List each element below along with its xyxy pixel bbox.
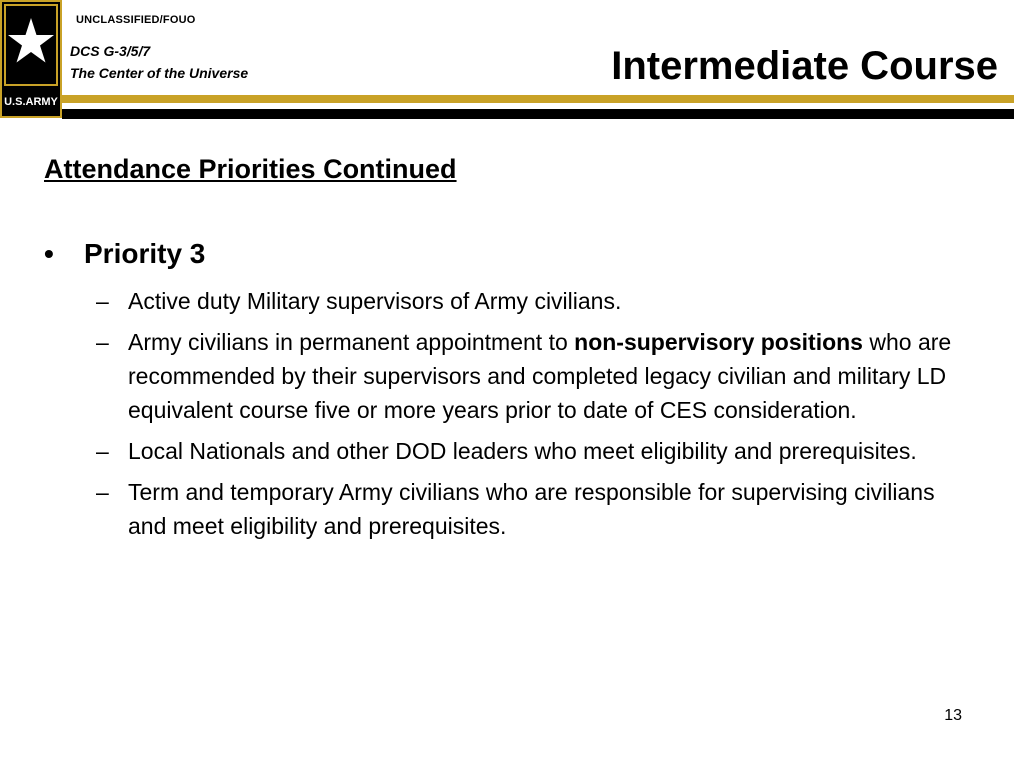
bullet-icon: •: [44, 238, 54, 269]
list-item: [96, 475, 976, 543]
logo-wordmark: U.S.ARMY: [4, 96, 58, 108]
classification-label: UNCLASSIFIED/FOUO: [76, 14, 196, 26]
list-item-text: Term and temporary Army civilians who are responsible for supervising civilians and meet eligibility and prerequisites.: [128, 479, 935, 539]
list-item-text: Active duty Military supervisors of Army civilians.: [128, 288, 622, 314]
header-black-bar: [62, 109, 1014, 119]
org-line-1: DCS G-3/5/7: [70, 43, 151, 59]
page-number: 13: [944, 707, 962, 724]
dash-icon: –: [96, 479, 109, 505]
priority-label: Priority 3: [84, 238, 206, 269]
dash-icon: –: [96, 329, 109, 355]
list-item-text-post: who are recommended by their supervisors and completed legacy civilian and military LD equivalent course five or more years prior to date of CES consideration.: [128, 329, 952, 423]
list-item: [96, 434, 976, 468]
list-item-text-bold: non-supervisory positions: [574, 329, 863, 355]
us-army-logo: [0, 0, 62, 118]
list-item: [96, 325, 976, 427]
list-item-text-pre: Army civilians in permanent appointment to: [128, 329, 575, 355]
org-line-2: The Center of the Universe: [70, 65, 249, 81]
slide-title: Intermediate Course: [611, 44, 998, 88]
dash-icon: –: [96, 438, 109, 464]
section-heading: Attendance Priorities Continued: [44, 154, 457, 184]
header-gold-bar: [62, 95, 1014, 103]
list-item-text: Local Nationals and other DOD leaders who meet eligibility and prerequisites.: [128, 438, 917, 464]
list-item: [96, 284, 976, 318]
dash-icon: –: [96, 288, 109, 314]
priority-bullet: [44, 238, 205, 270]
priority-sub-list: [96, 284, 976, 550]
